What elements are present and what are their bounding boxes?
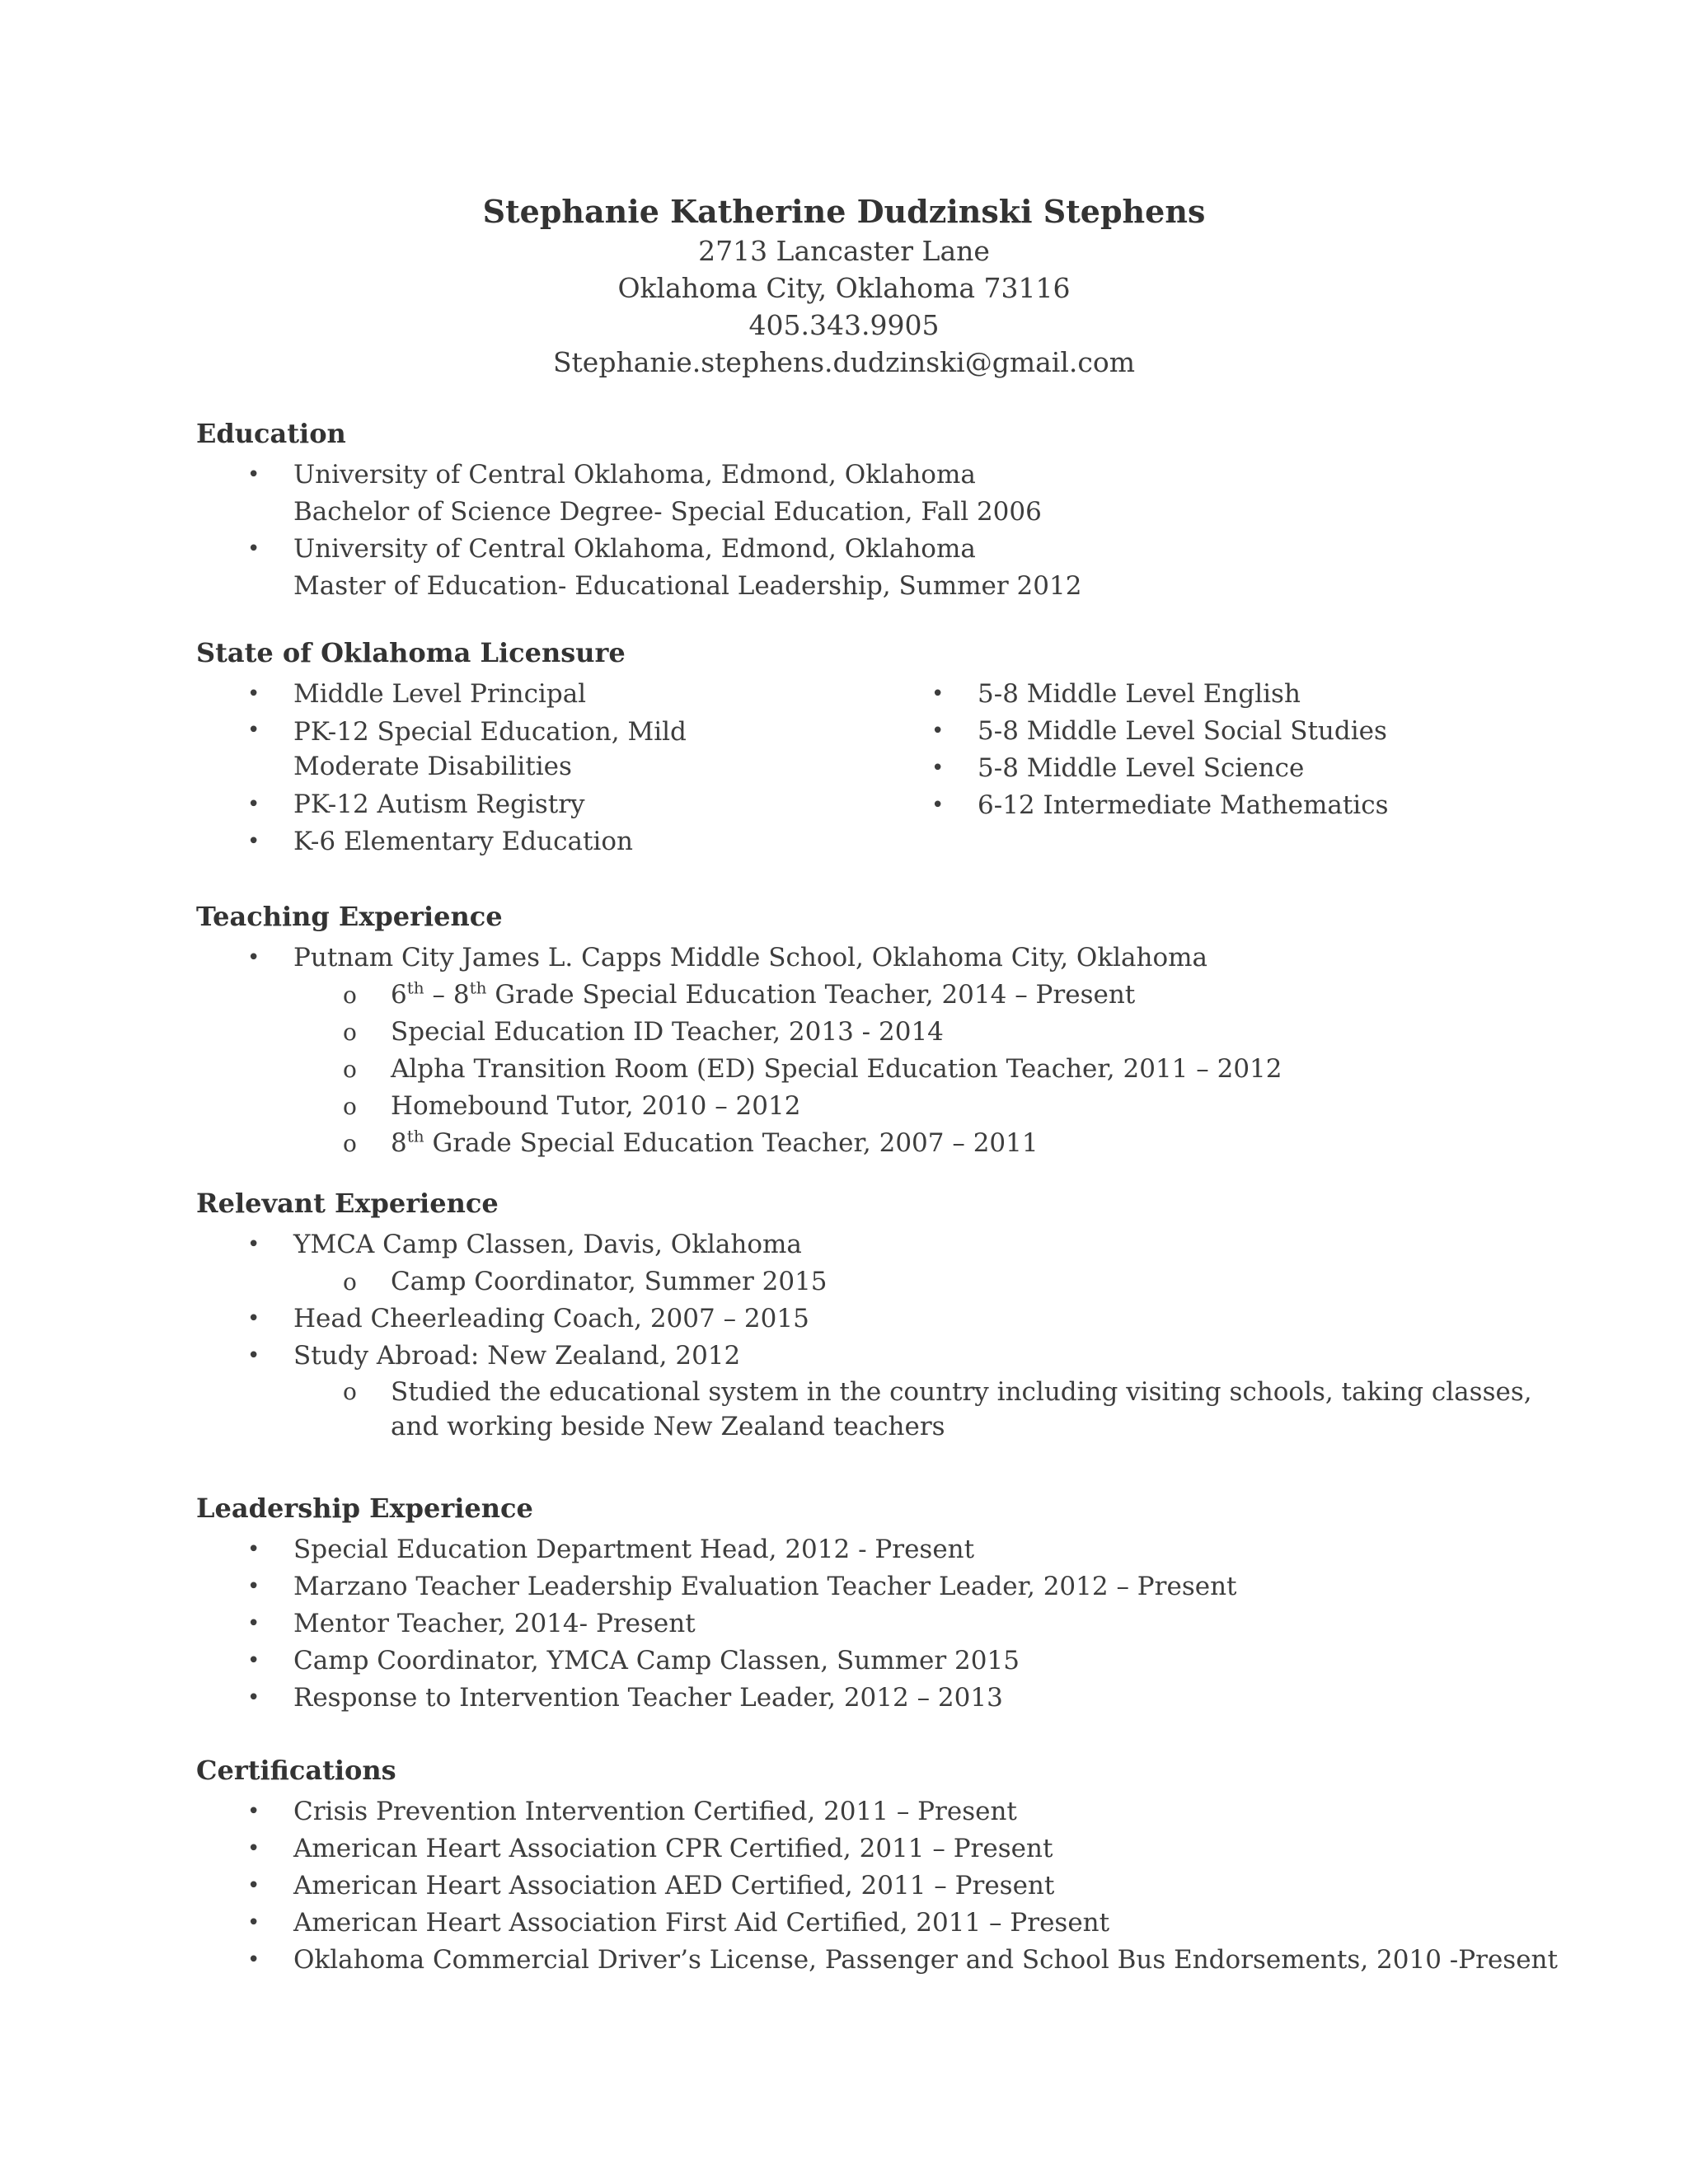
sub-list-item: o 6th – 8th Grade Special Education Teacher, 2014 – Present xyxy=(196,977,1548,1014)
sub-list-item: o Camp Coordinator, Summer 2015 xyxy=(196,1263,1548,1301)
list-item: • Putnam City James L. Capps Middle School, Oklahoma City, Oklahoma xyxy=(196,940,1548,977)
phone-number: 405.343.9905 xyxy=(748,309,940,341)
list-item: • Special Education Department Head, 2012 - Present xyxy=(196,1531,1548,1568)
circle-bullet-icon: o xyxy=(343,1130,357,1157)
section-title: Relevant Experience xyxy=(196,1188,499,1219)
address-line-1: 2713 Lancaster Lane xyxy=(698,235,990,267)
list-item: • Response to Intervention Teacher Leader, 2012 – 2013 xyxy=(196,1680,1548,1717)
sub-list-item-continuation: and working beside New Zealand teachers xyxy=(391,1412,945,1441)
list-item: • 5-8 Middle Level Social Studies xyxy=(880,713,1556,750)
section-title: Education xyxy=(196,418,346,449)
section-title: Leadership Experience xyxy=(196,1493,533,1524)
circle-bullet-icon: o xyxy=(343,982,357,1009)
bullet-icon: • xyxy=(247,1799,260,1824)
bullet-icon: • xyxy=(931,719,945,743)
list-item-continuation: Bachelor of Science Degree- Special Education, Fall 2006 xyxy=(293,497,1042,527)
list-item: • University of Central Oklahoma, Edmond, Oklahoma xyxy=(196,457,1548,494)
list-item: • American Heart Association First Aid Certified, 2011 – Present xyxy=(196,1905,1548,1942)
list-item: • Marzano Teacher Leadership Evaluation Teacher Leader, 2012 – Present xyxy=(196,1568,1548,1605)
resume-header xyxy=(0,191,1688,381)
sub-list-item: o 8th Grade Special Education Teacher, 2007 – 2011 xyxy=(196,1125,1548,1162)
circle-bullet-icon: o xyxy=(343,1268,357,1296)
list-item: • Middle Level Principal xyxy=(196,676,872,713)
list-item: • Head Cheerleading Coach, 2007 – 2015 xyxy=(196,1301,1548,1338)
list-item: • Crisis Prevention Intervention Certified, 2011 – Present xyxy=(196,1793,1548,1830)
bullet-icon: • xyxy=(247,1910,260,1935)
bullet-icon: • xyxy=(931,793,945,818)
bullet-icon: • xyxy=(247,1611,260,1636)
section-title: Certifications xyxy=(196,1755,396,1786)
bullet-icon: • xyxy=(247,462,260,487)
education-section xyxy=(196,417,1548,605)
list-item: • 5-8 Middle Level Science xyxy=(880,750,1556,787)
email-address: Stephanie.stephens.dudzinski@gmail.com xyxy=(552,346,1136,378)
list-item: • 5-8 Middle Level English xyxy=(880,676,1556,713)
bullet-icon: • xyxy=(247,1232,260,1257)
list-item: • Camp Coordinator, YMCA Camp Classen, Summer 2015 xyxy=(196,1643,1548,1680)
bullet-icon: • xyxy=(247,1537,260,1562)
section-title: State of Oklahoma Licensure xyxy=(196,637,626,668)
bullet-icon: • xyxy=(247,1947,260,1972)
circle-bullet-icon: o xyxy=(343,1378,357,1405)
circle-bullet-icon: o xyxy=(343,1019,357,1046)
licensure-right-column xyxy=(880,676,1556,824)
bullet-icon: • xyxy=(247,1574,260,1599)
list-item: • American Heart Association AED Certified, 2011 – Present xyxy=(196,1868,1548,1905)
list-item: • PK-12 Autism Registry xyxy=(196,786,872,823)
bullet-icon: • xyxy=(247,829,260,854)
list-item: • Mentor Teacher, 2014- Present xyxy=(196,1605,1548,1643)
bullet-icon: • xyxy=(247,945,260,970)
list-item: • YMCA Camp Classen, Davis, Oklahoma xyxy=(196,1226,1548,1263)
list-item: • American Heart Association CPR Certified, 2011 – Present xyxy=(196,1830,1548,1868)
sub-list-item: o Studied the educational system in the country including visiting schools, taking classes, xyxy=(196,1375,1548,1409)
circle-bullet-icon: o xyxy=(343,1093,357,1120)
sub-list-item: o Special Education ID Teacher, 2013 - 2014 xyxy=(196,1014,1548,1051)
bullet-icon: • xyxy=(247,1343,260,1368)
sub-list-item: o Alpha Transition Room (ED) Special Education Teacher, 2011 – 2012 xyxy=(196,1051,1548,1088)
bullet-icon: • xyxy=(247,1836,260,1861)
bullet-icon: • xyxy=(247,718,260,743)
bullet-icon: • xyxy=(931,682,945,706)
candidate-name: Stephanie Katherine Dudzinski Stephens xyxy=(482,193,1206,230)
address-line-2: Oklahoma City, Oklahoma 73116 xyxy=(617,272,1071,304)
bullet-icon: • xyxy=(247,792,260,817)
section-title: Teaching Experience xyxy=(196,901,503,932)
bullet-icon: • xyxy=(931,756,945,780)
licensure-left-column xyxy=(196,676,872,860)
certifications-section xyxy=(196,1754,1558,1979)
relevant-section xyxy=(196,1187,1548,1444)
teaching-section xyxy=(196,900,1548,1162)
bullet-icon: • xyxy=(247,1648,260,1673)
bullet-icon: • xyxy=(247,1873,260,1898)
bullet-icon: • xyxy=(247,682,260,706)
bullet-icon: • xyxy=(247,1306,260,1331)
leadership-section xyxy=(196,1492,1548,1717)
list-item: • K-6 Elementary Education xyxy=(196,823,872,860)
list-item: • University of Central Oklahoma, Edmond, Oklahoma xyxy=(196,531,1548,568)
list-item-continuation: Master of Education- Educational Leadership, Summer 2012 xyxy=(293,571,1082,601)
list-item: • Oklahoma Commercial Driver’s License, Passenger and School Bus Endorsements, 2010 -Present xyxy=(196,1942,1548,1979)
circle-bullet-icon: o xyxy=(343,1056,357,1083)
licensure-section xyxy=(196,636,1548,857)
sub-list-item: o Homebound Tutor, 2010 – 2012 xyxy=(196,1088,1548,1125)
list-item: • PK-12 Special Education, Mild Moderate Disabilities xyxy=(196,713,706,786)
bullet-icon: • xyxy=(247,1685,260,1710)
bullet-icon: • xyxy=(247,537,260,561)
list-item: • Study Abroad: New Zealand, 2012 xyxy=(196,1338,1548,1375)
list-item: • 6-12 Intermediate Mathematics xyxy=(880,787,1556,824)
